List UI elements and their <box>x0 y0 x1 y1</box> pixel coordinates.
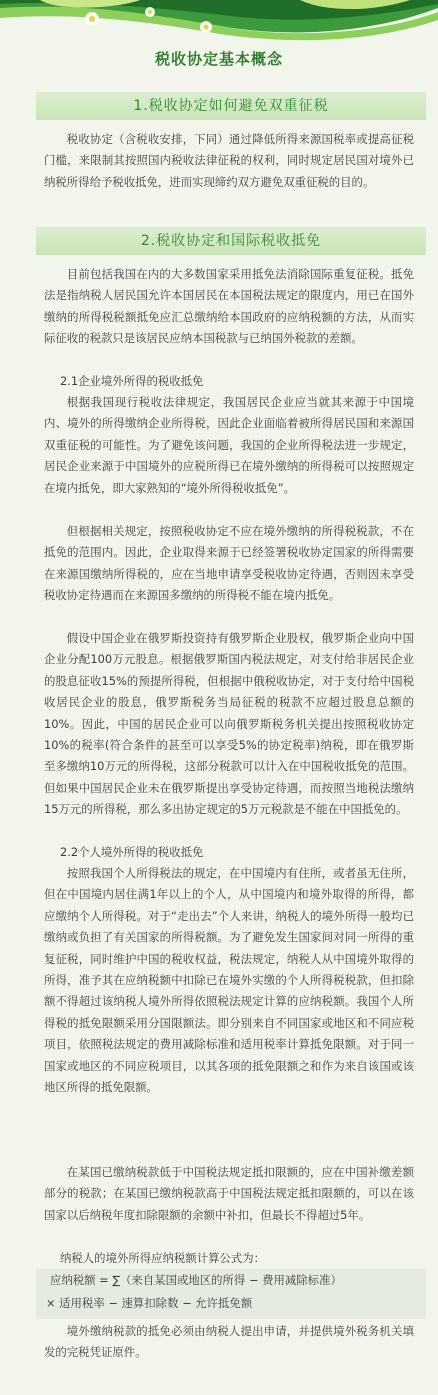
section2-intro-paragraph: 目前包括我国在内的大多数国家采用抵免法消除国际重复征税。抵免法是指纳税人居民国允许本国居民在本国税法规定的限度内，用已在国外缴纳的所得税税额抵免应汇总缴纳给本国政府的应纳税额的方法，从而实际征收的税款只是该居民应纳本国税款与已纳国外税款的差额。 <box>44 267 414 346</box>
subsection-2-1-paragraph-2: 但根据相关规定，按照税收协定不应在境外缴纳的所得税税款，不在抵免的范围内。因此，企业取得来源于已经签署税收协定国家的所得需要在来源国缴纳所得税的，应在当地申请享受税收协定待遇，否则因未享受税收协定待遇而在来源国多缴纳的所得税不能在境内抵免。 <box>44 524 414 603</box>
formula-line-2: × 适用税率 − 速算扣除数 − 允许抵免额 <box>46 1296 253 1310</box>
formula-intro: 纳税人的境外所得应纳税额计算公式为： <box>60 1251 266 1265</box>
subsection-2-2-paragraph-2: 在某国已缴纳税款低于中国税法规定抵扣限额的，应在中国补缴差额部分的税款；在某国已缴纳税款高于中国税法规定抵扣限额的，可以在该国家以后纳税年度扣除限额的余额中补扣，但最长不得超过5年。 <box>44 1165 414 1222</box>
section-heading-1: 1.税收协定如何避免双重征税 <box>36 92 426 120</box>
formula-line-1: 应纳税额 = ∑（来自某国或地区的所得 − 费用减除标准） <box>50 1273 342 1287</box>
section1-paragraph: 税收协定（含税收安排，下同）通过降低所得来源国税率或提高征税门槛，来限制其按照国内税收法律征税的权利，同时规定居民国对境外已纳税所得给予税收抵免，进而实现缔约双方避免双重征税的目的。 <box>44 132 414 189</box>
section-heading-2: 2.税收协定和国际税收抵免 <box>36 227 426 255</box>
subsection-2-1-example-paragraph: 假设中国企业在俄罗斯投资持有俄罗斯企业股权，俄罗斯企业向中国企业分配100万元股息。根据俄罗斯国内税法规定，对支付给非居民企业的股息征收15%的预提所得税，但根据中俄税收协定，对于支付给中国税收居民企业的股息，俄罗斯税务当局征税的税款不应超过股息总额的10%。因此，中国的居民企业可以向俄罗斯税务机关提出按照税收协定10%的税率(符合条件的甚至可以享受5%的协定税率)纳税，即在俄罗斯至多缴纳10万元的所得税，这部分税款可以计入在中国税收抵免的范围。但如果中国居民企业未在俄罗斯提出享受协定待遇，而按照当地税法缴纳15万元的所得税，那么多出协定规定的5万元税款是不能在中国抵免的。 <box>44 631 414 817</box>
subsection-2-2-paragraph-1: 按照我国个人所得税法的规定，在中国境内有住所，或者虽无住所，但在中国境内居住满1年以上的个人，从中国境内和境外取得的所得，都应缴纳个人所得税。对于“走出去”个人来讲，纳税人的境外所得一般均已缴纳或负担了有关国家的所得税额。为了避免发生国家间对同一所得的重复征税，同时维护中国的税收权益，税法规定，纳税人从中国境外取得的所得，准予其在应纳税额中扣除已在境外实缴的个人所得税税款，但扣除额不得超过该纳税人境外所得依照税法规定计算的应纳税额。我国个人所得税的抵免限额采用分国限额法。即分别来自不同国家或地区和不同应税项目，依照税法规定的费用减除标准和适用税率计算抵免限额。对于同一国家或地区的不同应税项目，以其各项的抵免限额之和作为来自该国或该地区所得的抵免限额。 <box>44 866 414 1095</box>
subsection-2-1-paragraph-1: 根据我国现行税收法律规定，我国居民企业应当就其来源于中国境内、境外的所得缴纳企业所得税，因此企业面临着被所得居民国和来源国双重征税的可能性。为了避免该问题，我国的企业所得税法进一步规定，居民企业来源于中国境外的应税所得已在境外缴纳的所得税可以按照规定在境内抵免，即大家熟知的“境外所得税收抵免”。 <box>44 395 414 495</box>
page-title: 税收协定基本概念 <box>154 50 283 68</box>
formula-box <box>36 1269 426 1319</box>
decorative-banner <box>0 0 438 50</box>
subsection-title-2-1: 2.1企业境外所得的税收抵免 <box>60 374 204 388</box>
leaf-banner-icon <box>0 0 438 50</box>
closing-paragraph: 境外缴纳税款的抵免必须由纳税人提出申请，并提供境外税务机关填发的完税凭证原件。 <box>44 1324 414 1360</box>
subsection-title-2-2: 2.2个人境外所得的税收抵免 <box>60 845 204 859</box>
